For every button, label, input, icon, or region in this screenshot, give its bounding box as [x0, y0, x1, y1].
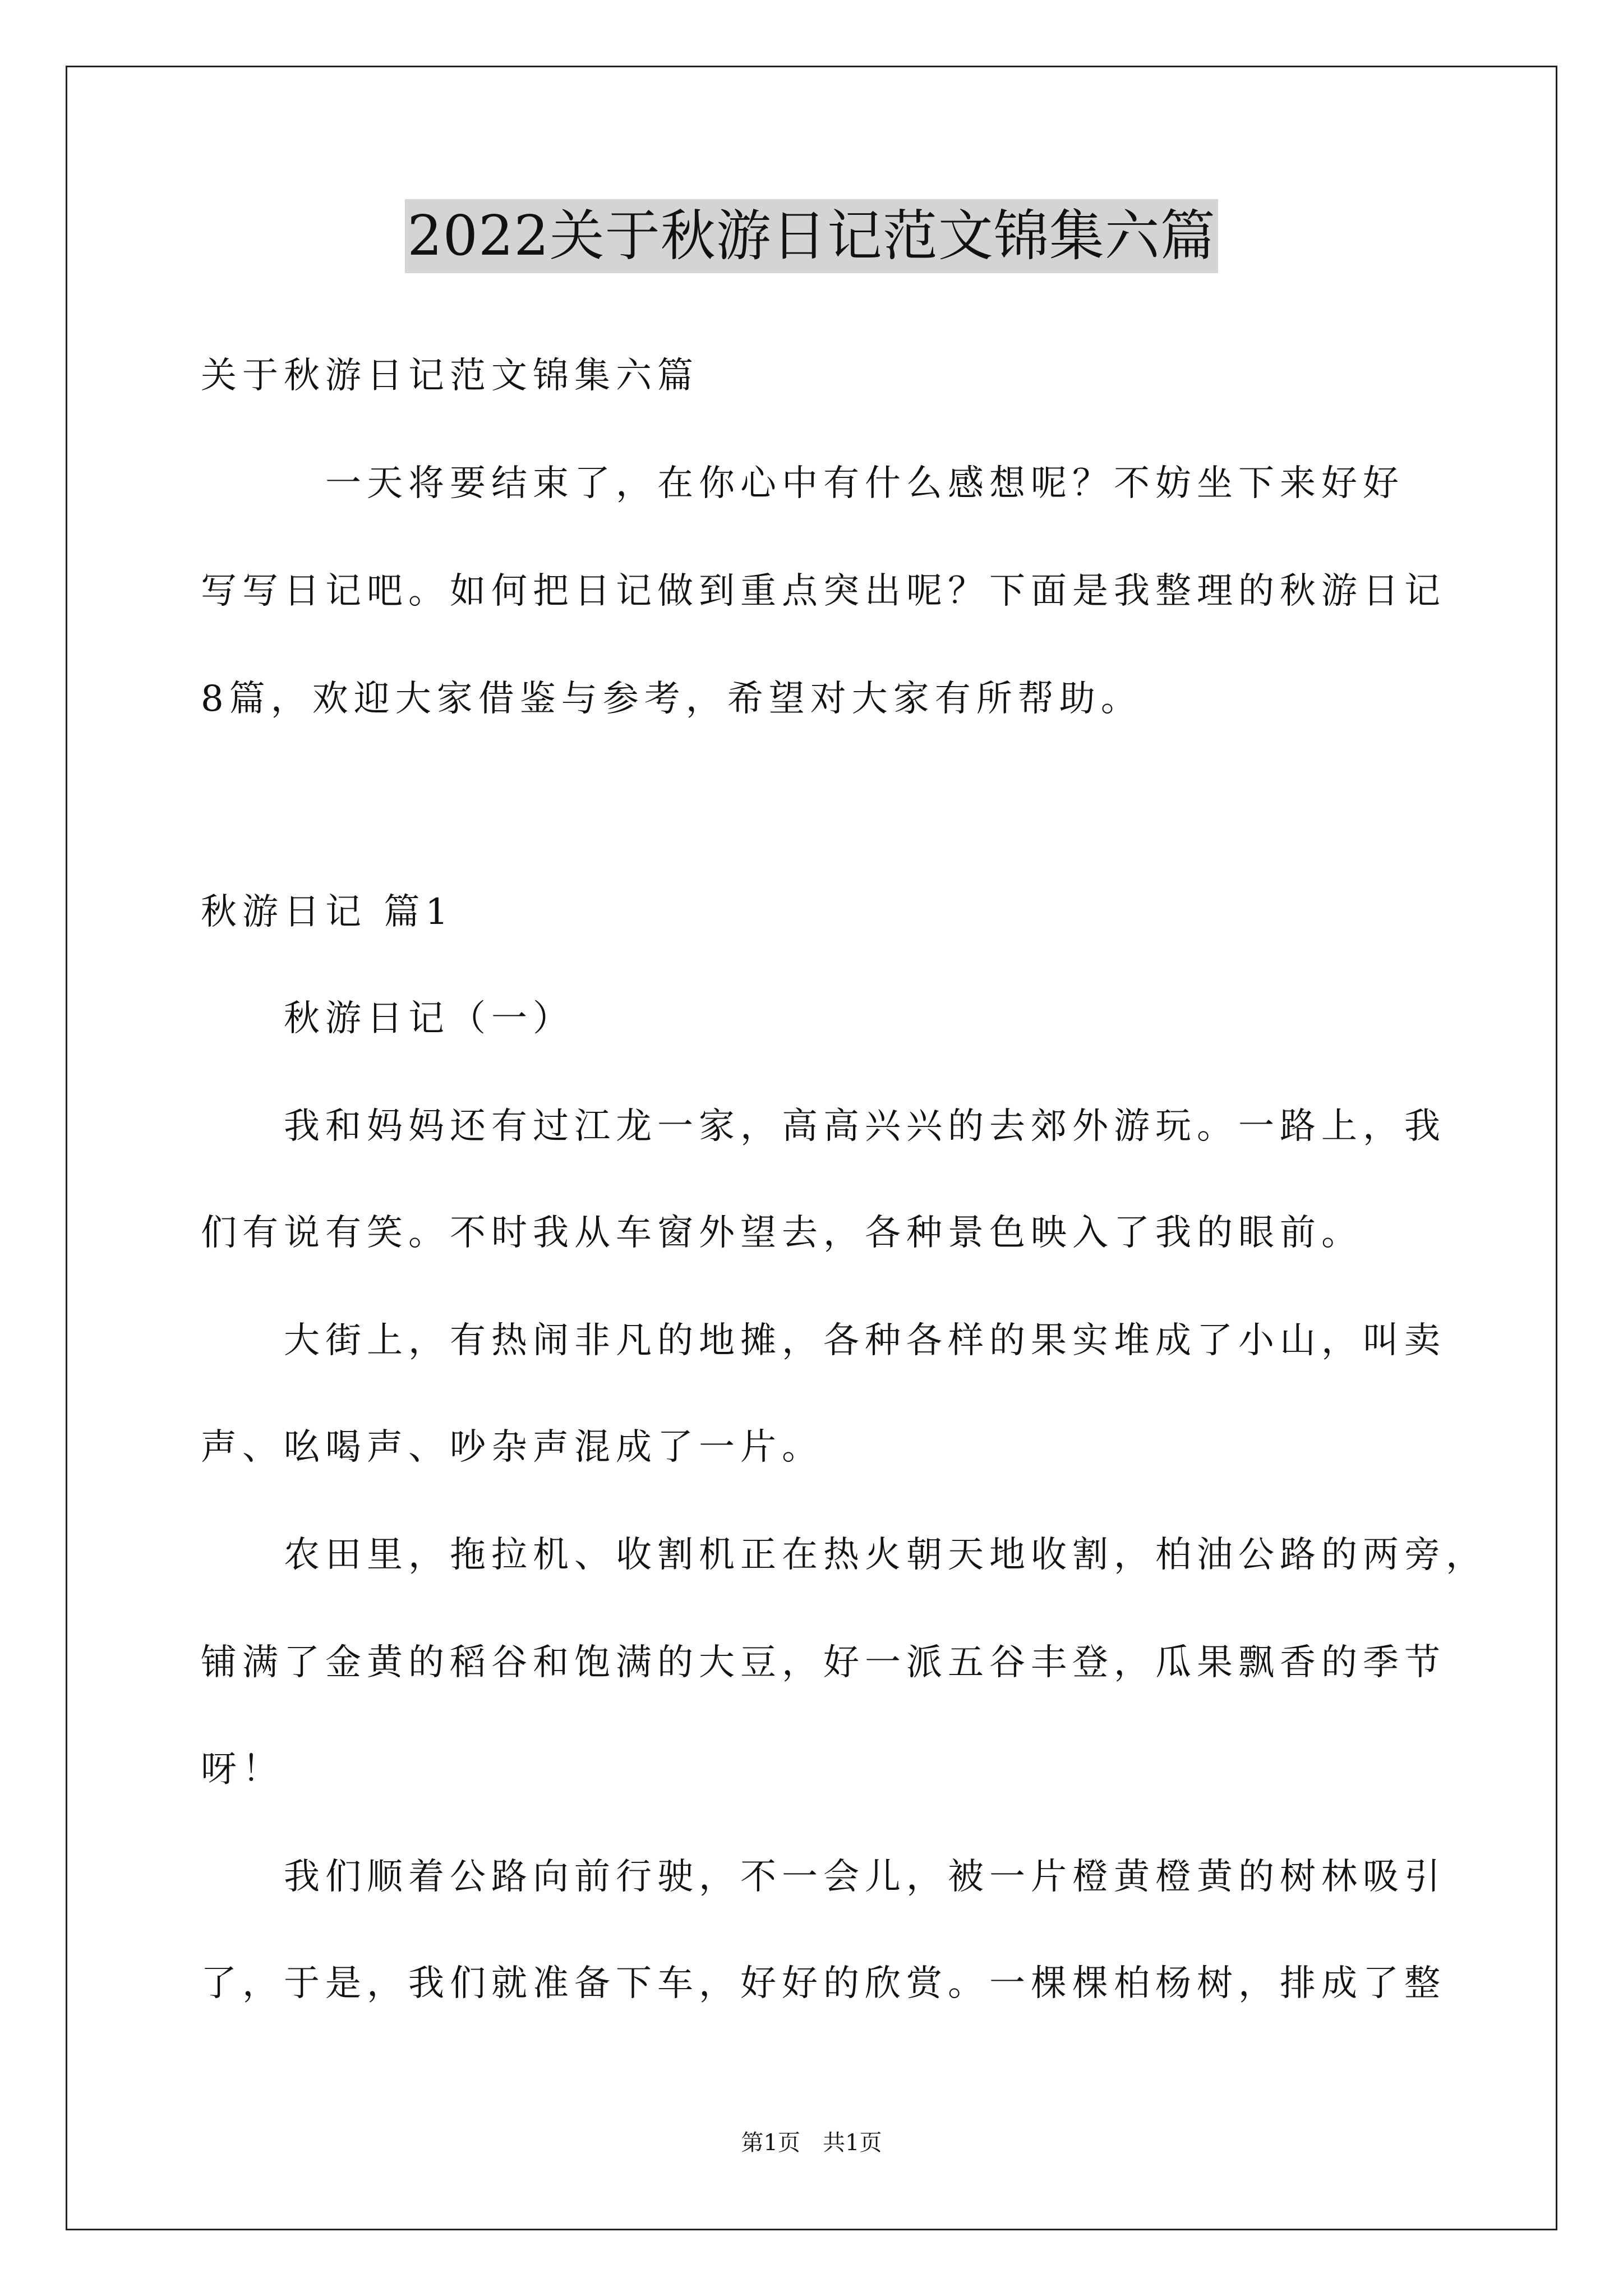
paragraph-line: 大街上，有热闹非凡的地摊，各种各样的果实堆成了小山，叫卖 — [201, 1320, 1446, 1361]
paragraph-line: 我们顺着公路向前行驶，不一会儿，被一片橙黄橙黄的树林吸引 — [201, 1856, 1446, 1898]
intro-line-2: 写写日记吧。如何把日记做到重点突出呢？下面是我整理的秋游日记 — [201, 570, 1446, 612]
paragraph-line: 农田里，拖拉机、收割机正在热火朝天地收割，柏油公路的两旁， — [201, 1534, 1487, 1576]
document-title-wrapper — [0, 199, 1623, 273]
page-footer: 第1页 共1页 — [741, 2130, 882, 2156]
paragraph-line: 呀！ — [201, 1749, 284, 1790]
paragraph-line: 我和妈妈还有过江龙一家，高高兴兴的去郊外游玩。一路上，我 — [201, 1106, 1446, 1147]
document-title: 2022关于秋游日记范文锦集六篇 — [405, 199, 1218, 273]
paragraph-line: 们有说有笑。不时我从车窗外望去，各种景色映入了我的眼前。 — [201, 1212, 1363, 1254]
intro-line-3: 8篇，欢迎大家借鉴与参考，希望对大家有所帮助。 — [201, 678, 1142, 720]
paragraph-line: 了，于是，我们就准备下车，好好的欣赏。一棵棵柏杨树，排成了整 — [201, 1963, 1446, 2004]
paragraph-line: 声、吆喝声、吵杂声混成了一片。 — [201, 1427, 823, 1468]
subtitle: 关于秋游日记范文锦集六篇 — [201, 355, 699, 397]
section-heading: 秋游日记 篇1 — [201, 891, 454, 933]
intro-line-1: 一天将要结束了，在你心中有什么感想呢？不妨坐下来好好 — [201, 463, 1404, 504]
paragraph-line: 铺满了金黄的稻谷和饱满的大豆，好一派五谷丰登，瓜果飘香的季节 — [201, 1642, 1446, 1683]
diary-heading: 秋游日记（一） — [201, 998, 574, 1039]
